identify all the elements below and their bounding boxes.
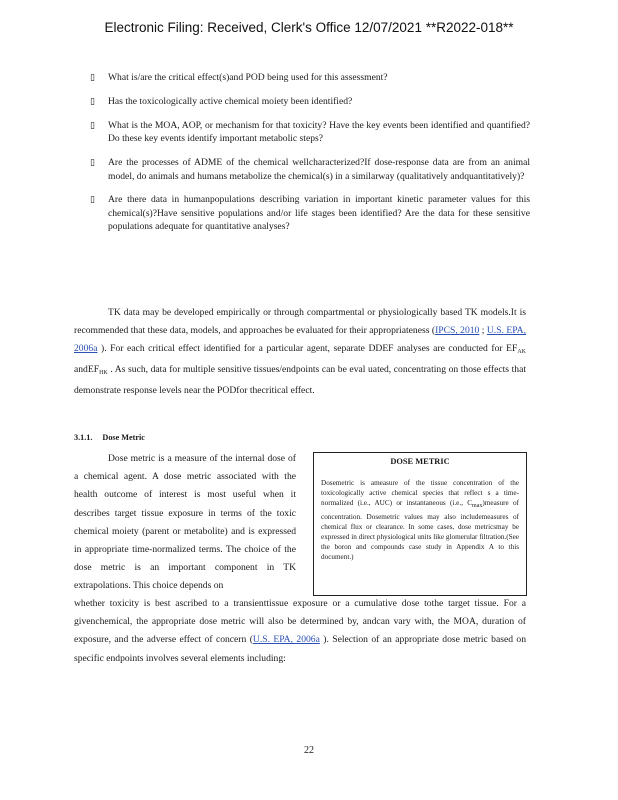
citation-link-ipcs-2010[interactable]: IPCS, 2010	[435, 325, 480, 336]
list-item	[90, 119, 530, 146]
subscript-hk: HK	[99, 370, 108, 376]
dose-metric-paragraph: Dose metric is a measure of the internal dose of a chemical agent. A dose metric associated with the health outcome of interest is most useful when it describes target tissue exposure in terms of the toxic chemical moiety (parent or metabolite) and is expressed in appropriate time-normalized terms. The choice of the dose metric is an important component in TK extrapolations. This choice depends on	[74, 453, 296, 592]
bullet-text: What is/are the critical effect(s)and POD being used for this assessment?	[108, 72, 388, 83]
bullet-marker: ▯	[90, 157, 95, 168]
section-title: Dose Metric	[102, 433, 145, 442]
list-item	[90, 193, 530, 233]
bullet-text: Has the toxicologically active chemical moiety been identified?	[108, 95, 353, 107]
bullet-text: What is the MOA, AOP, or mechanism for that toxicity? Have the key events been identified and quantified? Do these key events identify important metabolic steps?	[108, 119, 530, 145]
section-heading	[74, 433, 155, 442]
bullet-marker: ▯	[90, 95, 95, 106]
filing-header: Electronic Filing: Received, Clerk's Office 12/07/2021 **R2022-018**	[104, 20, 514, 35]
list-item	[90, 95, 530, 108]
page-number: 22	[304, 745, 314, 756]
bullet-list	[90, 71, 530, 244]
subscript-max: max	[472, 503, 483, 510]
list-item	[90, 156, 530, 183]
bullet-marker: ▯	[90, 119, 95, 130]
tk-data-paragraph: TK data may be developed empirically or through compartmental or physiologically based TK models.It is recommended that these data, models, and approaches be evaluated for their appropriateness (IPCS, 2010 ; U.S. EPA, 2006a ). For each critical effect identified for a particular agent, separate DDEF analyses are conducted for $EF_{AK}$ andEF$_{HK}$ . As such, data for multiple sensitive tissues/endpoints can be eval uated, concentrating on those effects that demonstrate response levels near the PODfor thecritical effect.	[74, 307, 527, 396]
citation-link-us-epa-2006a[interactable]: U.S. EPA, 2006a	[74, 325, 527, 354]
bullet-text: Are the processes of ADME of the chemical wellcharacterized?If dose-response data are from an animal model, do animals and humans metabolize the chemical(s) in a similarway (qualitatively andquantitatively)?	[108, 157, 530, 182]
section-number: 3.1.1.	[74, 433, 93, 442]
bullet-text: Are there data in humanpopulations describing variation in important kinetic parameter values for this chemical(s)?Have sensitive populations and/or life stages been identified? Are the data for these sensitive populations adequate for quantitative analyses?	[108, 194, 530, 233]
bullet-marker: ▯	[90, 194, 95, 205]
list-item	[90, 71, 530, 84]
textbox-title: DOSE METRIC	[390, 457, 450, 466]
subscript-ak: AK	[517, 349, 526, 355]
dose-metric-paragraph-continued: whether toxicity is best ascribed to a transienttissue exposure or a cumulative dose tothe target tissue. For a givenchemical, the appropriate dose metric will also be determined by, andcan vary with, the MOA, duration of exposure, and the adverse effect of concern (U.S. EPA, 2006a ). Selection of an appropriate dose metric based on specific endpoints involves several elements including:	[74, 598, 526, 664]
bullet-marker: ▯	[90, 72, 95, 82]
citation-link-us-epa-2006a[interactable]: U.S. EPA, 2006a	[252, 634, 320, 646]
textbox-body: Dosemetric is ameasure of the tissue concentration of the toxicologically active chemical species that reflect s a time-normalized (i.e., AUC) or instantaneous (i.e., $C_{max})measure$ of concentration. Dosemetric values may also includemeasures of chemical flux or clearance. In some cases, dose metricsmay be expressed in direct physiological units like glomerular filtration.(See the boron and compounds case study in Appendix A to this document.)	[321, 479, 519, 562]
dose-metric-textbox	[313, 452, 527, 596]
